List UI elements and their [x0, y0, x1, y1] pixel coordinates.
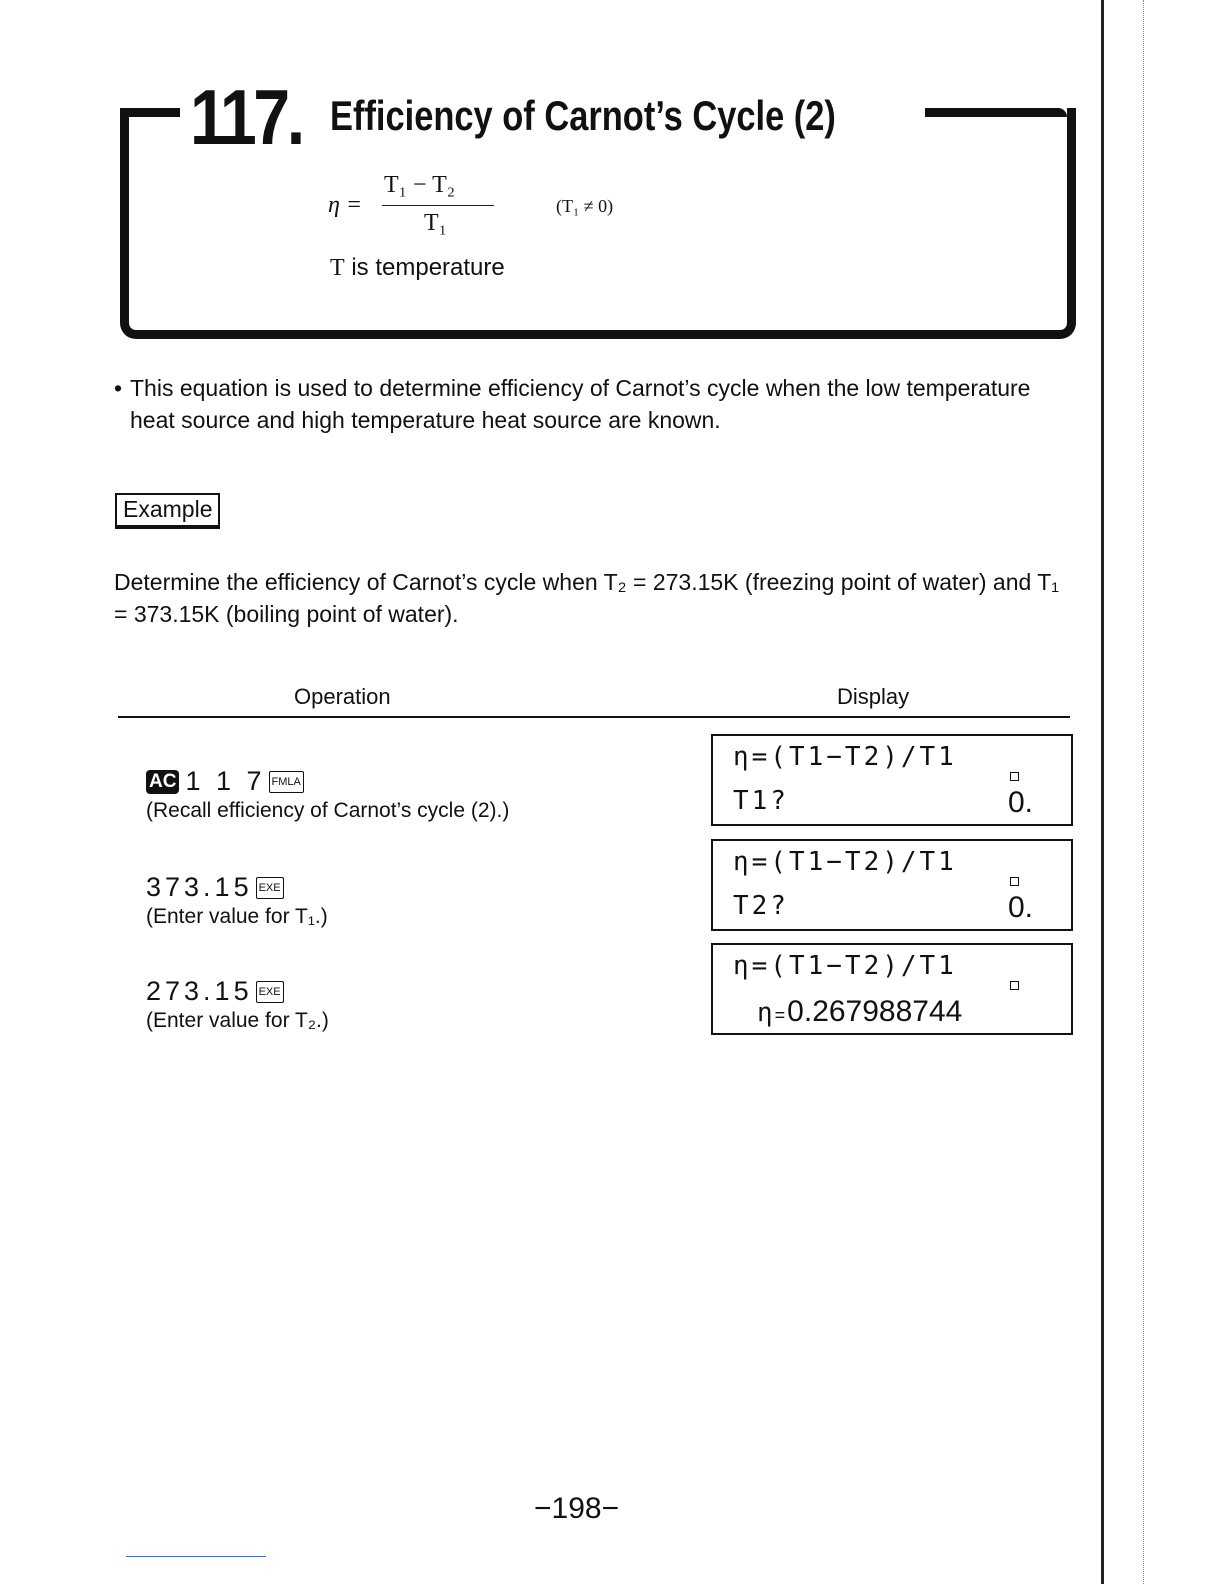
operation-step-1	[146, 766, 509, 823]
description-text: This equation is used to determine efficiency of Carnot’s cycle when the low temperature heat source and high temperature heat source are known.	[130, 375, 1031, 433]
section-number: 117.	[190, 73, 302, 161]
key-sequence	[146, 766, 509, 797]
bullet: •	[114, 375, 123, 401]
fmla-key-icon: FMLA	[269, 771, 304, 793]
lcd-formula-line: η=(T1−T2)/T1	[733, 847, 957, 877]
lcd-result	[757, 995, 962, 1029]
exe-key-icon: EXE	[256, 981, 284, 1003]
column-header-operation: Operation	[294, 684, 391, 709]
formula-denominator: T₁	[424, 210, 448, 236]
lcd-prompt: T1?	[733, 786, 789, 816]
example-badge: Example	[115, 493, 220, 529]
example-problem: Determine the efficiency of Carnot’s cycle when T₂ = 273.15K (freezing point of water) and T₁ = 373.15K (boiling point of water).	[114, 569, 1060, 627]
ac-key-icon: AC	[146, 770, 179, 794]
formula-fraction-bar	[382, 205, 494, 206]
page-edge-line	[1101, 0, 1104, 1584]
operation-step-2	[146, 872, 328, 929]
table-rule	[118, 716, 1070, 718]
operation-note: (Recall efficiency of Carnot’s cycle (2).)	[146, 799, 510, 822]
lcd-formula-line: η=(T1−T2)/T1	[733, 742, 957, 772]
formula-note-text: is temperature	[344, 254, 505, 281]
lcd-result-var: η	[757, 998, 773, 1028]
page-number: −198−	[534, 1492, 620, 1525]
formula-lhs: η =	[328, 192, 363, 218]
key-sequence	[146, 872, 328, 903]
key-digits: 1 1 7	[185, 766, 266, 796]
formula-note-var: T	[330, 255, 345, 281]
lcd-value: 0.	[1007, 891, 1033, 924]
lcd-prompt: T2?	[733, 891, 789, 921]
key-digits: 273.15	[146, 976, 253, 1006]
formula-note	[330, 254, 505, 282]
lcd-value: 0.	[1007, 786, 1033, 819]
lcd-indicator-icon	[1010, 877, 1019, 886]
page-edge-dots	[1143, 0, 1144, 1584]
exe-key-icon: EXE	[256, 877, 284, 899]
lcd-display-2	[711, 839, 1073, 931]
operation-step-3	[146, 976, 329, 1033]
section-title: Efficiency of Carnot’s Cycle (2)	[330, 92, 836, 139]
footer-rule	[126, 1556, 266, 1557]
lcd-indicator-icon	[1010, 981, 1019, 990]
operation-note: (Enter value for T₂.)	[146, 1009, 329, 1032]
formula-condition: (T₁ ≠ 0)	[556, 196, 614, 216]
lcd-indicator-icon	[1010, 772, 1019, 781]
lcd-result-value: 0.267988744	[787, 995, 963, 1028]
description	[114, 372, 1064, 436]
column-header-display: Display	[837, 684, 910, 709]
key-sequence	[146, 976, 329, 1007]
lcd-formula-line: η=(T1−T2)/T1	[733, 951, 957, 981]
lcd-result-eq: =	[774, 1005, 786, 1025]
key-digits: 373.15	[146, 872, 253, 902]
operation-note: (Enter value for T₁.)	[146, 905, 328, 928]
formula-numerator: T₁ − T₂	[384, 172, 456, 198]
lcd-display-3	[711, 943, 1073, 1035]
lcd-display-1	[711, 734, 1073, 826]
